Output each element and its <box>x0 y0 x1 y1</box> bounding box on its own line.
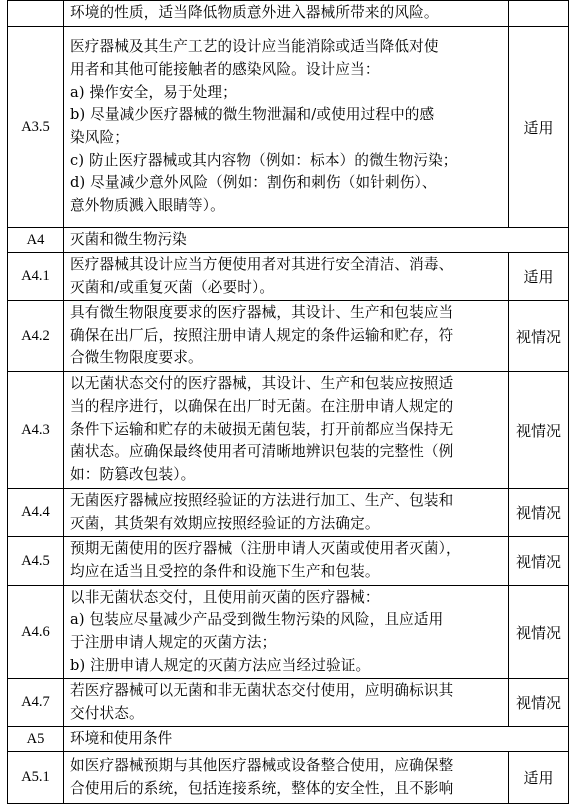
clause-code: A4.7 <box>8 679 64 727</box>
requirement-line: 意外物质溅入眼睛等）。 <box>70 197 225 215</box>
clause-code: A4.1 <box>8 253 64 301</box>
requirement-line: 灭菌和/或重复灭菌（必要时）。 <box>70 278 275 296</box>
requirement-line: 以无菌状态交付的医疗器械，其设计、生产和包装应按照适 <box>70 375 454 393</box>
applicability-cell <box>509 1 569 27</box>
requirement-line: 用者和其他可能接触者的感染风险。设计应当： <box>70 60 380 78</box>
requirement-row <box>8 372 569 489</box>
requirement-line: 无菌医疗器械应按照经验证的方法进行加工、生产、包装和 <box>70 491 454 509</box>
requirements-table <box>7 0 569 804</box>
requirement-row <box>8 27 569 228</box>
requirement-line: 医疗器械及其生产工艺的设计应当能消除或适当降低对使 <box>70 38 439 56</box>
requirement-text <box>64 586 509 679</box>
requirement-line: 医疗器械其设计应当方便使用者对其进行安全清洁、消毒、 <box>70 255 454 273</box>
requirement-text <box>64 301 509 372</box>
requirement-row <box>8 752 569 804</box>
requirement-line: 于注册申请人规定的灭菌方法； <box>70 634 277 651</box>
clause-code: A4.6 <box>8 586 64 679</box>
requirement-row <box>8 586 569 679</box>
requirement-line: a) 包装应尽量减少产品受到微生物污染的风险，且应适用 <box>70 611 444 629</box>
requirement-line: 合使用后的系统，包括连接系统，整体的安全性，且不影响 <box>70 779 454 797</box>
requirement-line: 预期无菌使用的医疗器械（注册申请人灭菌或使用者灭菌）， <box>70 540 461 558</box>
applicability-cell: 适用 <box>509 752 569 804</box>
clause-code: A4 <box>8 228 64 253</box>
requirement-row <box>8 1 569 27</box>
requirement-line: 确保在出厂后，按照注册申请人规定的条件运输和贮存，符 <box>70 326 454 344</box>
clause-code: A4.3 <box>8 372 64 489</box>
requirement-line: 灭菌，其货架有效期应按照经验证的方法确定。 <box>70 514 380 532</box>
requirement-text <box>64 372 509 489</box>
requirement-line: c) 防止医疗器械或其内容物（例如：标本）的微生物污染； <box>70 151 458 169</box>
applicability-cell: 适用 <box>509 27 569 228</box>
clause-code: A4.4 <box>8 489 64 537</box>
clause-code: A5.1 <box>8 752 64 804</box>
requirement-row <box>8 253 569 301</box>
requirement-line: 合微生物限度要求。 <box>70 349 203 367</box>
requirement-line: b) 注册申请人规定的灭菌方法应当经过验证。 <box>70 656 371 674</box>
applicability-cell: 视情况 <box>509 372 569 489</box>
requirement-line: 当的程序进行，以确保在出厂时无菌。在注册申请人规定的 <box>70 397 454 415</box>
requirement-line: 交付状态。 <box>70 704 144 722</box>
requirement-line: 染风险； <box>70 129 129 146</box>
clause-code: A4.5 <box>8 537 64 586</box>
section-title: 灭菌和微生物污染 <box>64 228 569 253</box>
requirement-line: d) 尽量减少意外风险（例如：割伤和刺伤（如针刺伤）、 <box>70 174 437 192</box>
applicability-cell: 视情况 <box>509 301 569 372</box>
clause-code: A3.5 <box>8 27 64 228</box>
requirement-row <box>8 489 569 537</box>
applicability-cell: 视情况 <box>509 586 569 679</box>
requirement-line: b) 尽量减少医疗器械的微生物泄漏和/或使用过程中的感 <box>70 106 435 124</box>
requirement-row <box>8 301 569 372</box>
requirement-line: 均应在适当且受控的条件和设施下生产和包装。 <box>70 563 380 580</box>
requirement-row <box>8 679 569 727</box>
requirement-text <box>64 1 509 27</box>
requirement-line: 如：防篡改包装）。 <box>70 466 196 484</box>
clause-code: A5 <box>8 727 64 752</box>
requirement-text <box>64 752 509 804</box>
requirement-line: 条件下运输和贮存的未破损无菌包装，打开前都应当保持无 <box>70 420 454 438</box>
requirement-line: 若医疗器械可以无菌和非无菌状态交付使用，应明确标识其 <box>70 681 454 699</box>
requirement-text <box>64 489 509 537</box>
clause-code <box>8 1 64 27</box>
requirement-line: 以非无菌状态交付，且使用前灭菌的医疗器械： <box>70 588 380 606</box>
applicability-cell: 视情况 <box>509 489 569 537</box>
applicability-cell: 视情况 <box>509 537 569 586</box>
requirement-line: 菌状态。应确保最终使用者可清晰地辨识包装的完整性（例 <box>70 443 454 461</box>
section-row <box>8 727 569 752</box>
applicability-cell: 适用 <box>509 253 569 301</box>
requirement-text <box>64 253 509 301</box>
requirement-line: 如医疗器械预期与其他医疗器械或设备整合使用，应确保整 <box>70 756 454 774</box>
applicability-cell: 视情况 <box>509 679 569 727</box>
section-row <box>8 228 569 253</box>
section-title: 环境和使用条件 <box>64 727 569 752</box>
requirement-line: 具有微生物限度要求的医疗器械，其设计、生产和包装应当 <box>70 303 454 321</box>
requirement-text <box>64 679 509 727</box>
table-body <box>8 1 569 804</box>
requirement-line: a) 操作安全，易于处理； <box>70 83 237 101</box>
clause-code: A4.2 <box>8 301 64 372</box>
requirement-line: 环境的性质，适当降低物质意外进入器械所带来的风险。 <box>70 4 439 22</box>
requirement-text <box>64 537 509 586</box>
requirement-row <box>8 537 569 586</box>
requirement-text <box>64 27 509 228</box>
